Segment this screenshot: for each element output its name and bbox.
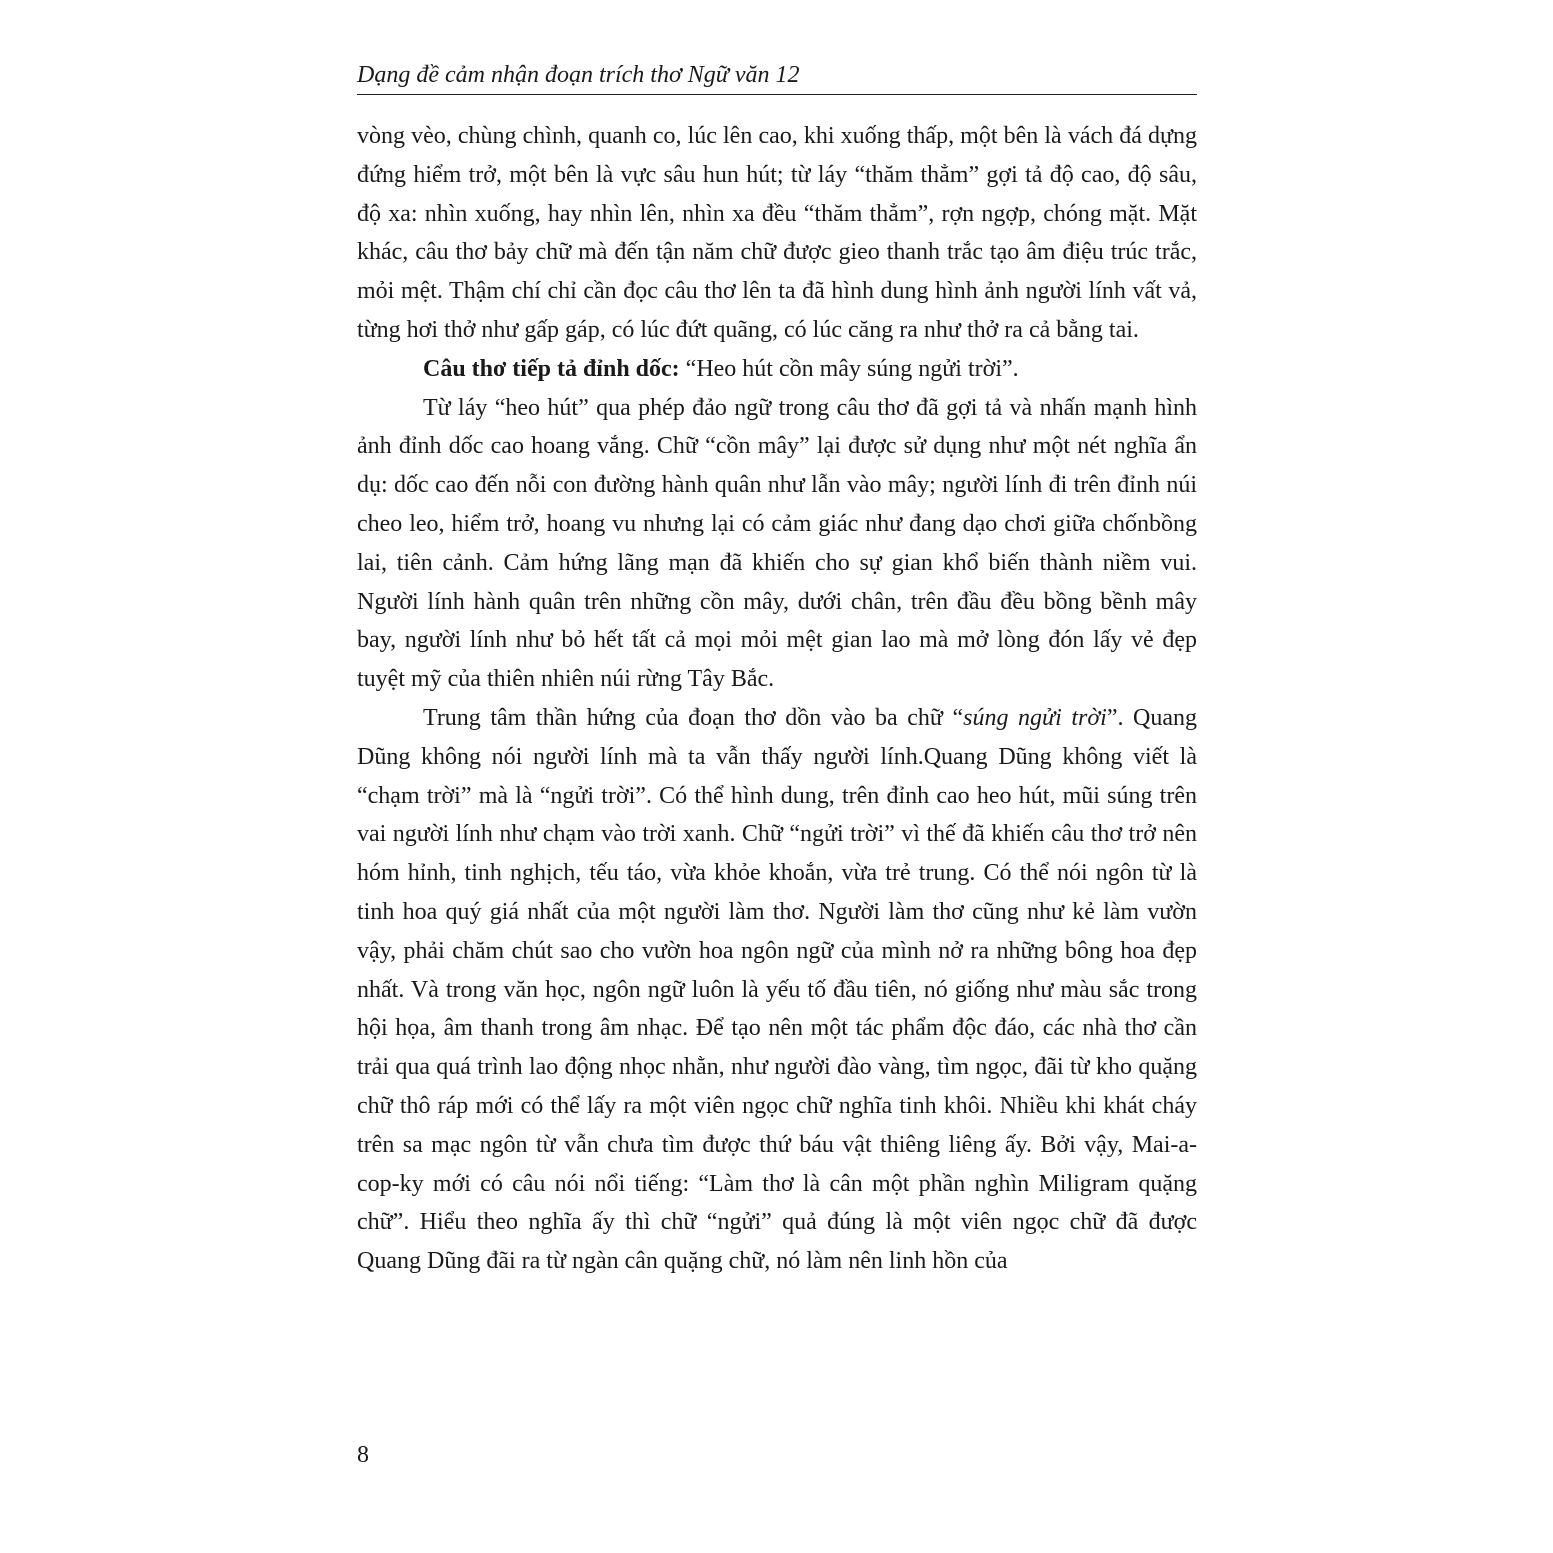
paragraph-analysis: Từ láy “heo hút” qua phép đảo ngữ trong câu thơ đã gợi tả và nhấn mạnh hình ảnh đỉnh dốc cao hoang vắng. Chữ “cồn mây” lại được sử dụng như một nét nghĩa ẩn dụ: dốc cao đến nỗi con đường hành quân như lẫn vào mây; người lính đi trên đỉnh núi cheo leo, hiểm trở, hoang vu nhưng lại có cảm giác như đang dạo chơi giữa chốnbồng lai, tiên cảnh. Cảm hứng lãng mạn đã khiến cho sự gian khổ biến thành niềm vui. Người lính hành quân trên những cồn mây, dưới chân, trên đầu đều bồng bềnh mây bay, người lính như bỏ hết tất cả mọi mỏi mệt gian lao mà mở lòng đón lấy vẻ đẹp tuyệt mỹ của thiên nhiên núi rừng Tây Bắc. [357, 394, 1197, 693]
page-number: 8 [357, 1442, 369, 1468]
verse-quote: “Heo hút cồn mây súng ngửi trời”. [679, 355, 1019, 382]
paragraph-verse-quote [357, 350, 1197, 389]
body-text [357, 117, 1197, 1281]
running-header: Dạng đề cảm nhận đoạn trích thơ Ngữ văn 12 [357, 58, 1197, 95]
text-segment: ”. Quang Dũng không nói người lính mà ta vẫn thấy người lính.Quang Dũng không viết là “chạm trời” mà là “ngửi trời”. Có thể hình dung, trên đỉnh cao heo hút, mũi súng trên vai người lính như chạm vào trời xanh. Chữ “ngửi trời” vì thế đã khiến câu thơ trở nên hóm hỉnh, tinh nghịch, tếu táo, vừa khỏe khoắn, vừa trẻ trung. Có thể nói ngôn từ là tinh hoa quý giá nhất của một người làm thơ. Người làm thơ cũng như kẻ làm vườn vậy, phải chăm chút sao cho vườn hoa ngôn ngữ của mình nở ra những bông hoa đẹp nhất. Và trong văn học, ngôn ngữ luôn là yếu tố đầu tiên, nó giống như màu sắc trong hội họa, âm thanh trong âm nhạc. Để tạo nên một tác phẩm độc đáo, các nhà thơ cần trải qua quá trình lao động nhọc nhằn, như người đào vàng, tìm ngọc, đãi từ kho quặng chữ thô ráp mới có thể lấy ra một viên ngọc chữ nghĩa tinh khôi. Nhiều khi khát cháy trên sa mạc ngôn từ vẫn chưa tìm được thứ báu vật thiêng liêng ấy. Bởi vậy, Mai-a-cop-ky mới có câu nói nổi tiếng: “Làm thơ là cân một phần nghìn Miligram quặng chữ”. Hiểu theo nghĩa ấy thì chữ “ngửi” quả đúng là một viên ngọc chữ đã được Quang Dũng đãi ra từ ngàn cân quặng chữ, nó làm nên linh hồn của [357, 704, 1197, 1275]
book-page [357, 58, 1197, 1281]
paragraph-continued: vòng vèo, chùng chình, quanh co, lúc lên cao, khi xuống thấp, một bên là vách đá dựng đứng hiểm trở, một bên là vực sâu hun hút; từ láy “thăm thẳm” gợi tả độ cao, độ sâu, độ xa: nhìn xuống, hay nhìn lên, nhìn xa đều “thăm thẳm”, rợn ngợp, chóng mặt. Mặt khác, câu thơ bảy chữ mà đến tận năm chữ được gieo thanh trắc tạo âm điệu trúc trắc, mỏi mệt. Thậm chí chỉ cần đọc câu thơ lên ta đã hình dung hình ảnh người lính vất vả, từng hơi thở như gấp gáp, có lúc đứt quãng, có lúc căng ra như thở ra cả bằng tai. [357, 123, 1197, 343]
italic-quote: súng ngửi trời [963, 704, 1107, 731]
paragraph-central-image [357, 699, 1197, 1281]
bold-lead-phrase: Câu thơ tiếp tả đỉnh dốc: [423, 355, 680, 382]
text-segment: Trung tâm thần hứng của đoạn thơ dồn vào ba chữ “ [423, 704, 964, 731]
